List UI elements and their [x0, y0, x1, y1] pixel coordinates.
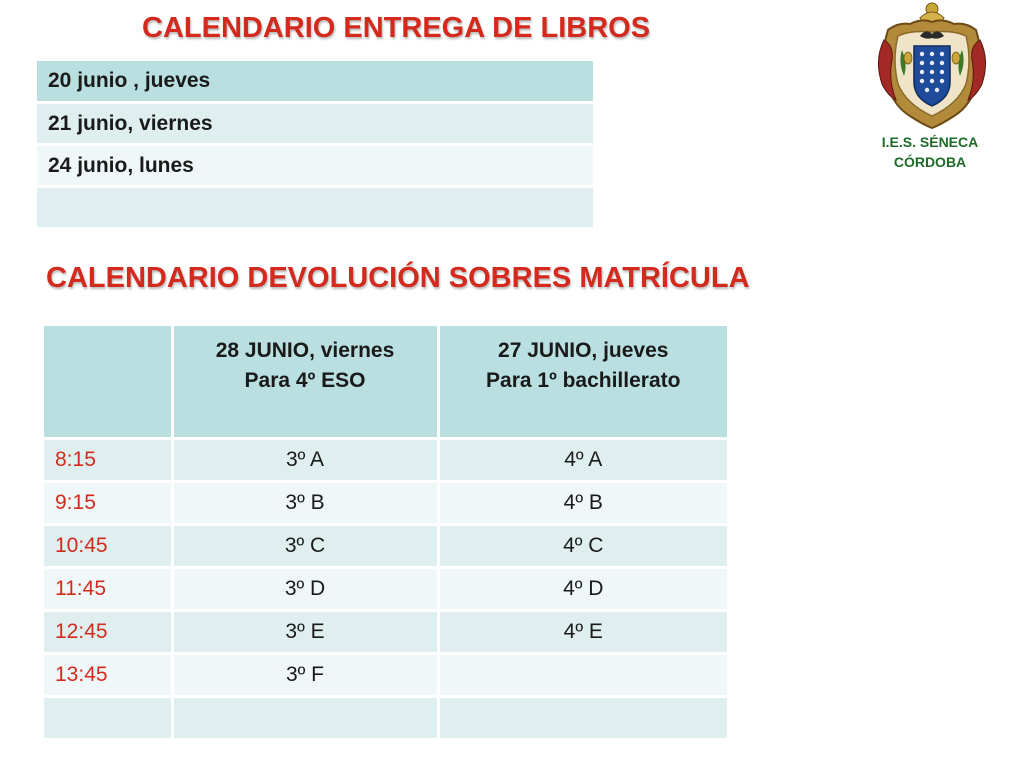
header-col-1bach: [438, 326, 727, 439]
time-cell: 13:45: [44, 654, 172, 697]
group-cell: 4º E: [438, 611, 727, 654]
header-date: 27 JUNIO, jueves: [498, 339, 669, 362]
header-date: 28 JUNIO, viernes: [215, 339, 395, 362]
returns-title: CALENDARIO DEVOLUCIÓN SOBRES MATRÍCULA: [46, 262, 750, 294]
group-cell: 3º C: [172, 525, 438, 568]
group-cell: 4º C: [438, 525, 727, 568]
table-row: [44, 697, 727, 740]
table-row: [44, 525, 727, 568]
group-cell: [438, 697, 727, 740]
table-row: [37, 103, 593, 145]
time-cell: 12:45: [44, 611, 172, 654]
table-row: [44, 611, 727, 654]
delivery-date-2: 21 junio, viernes: [37, 103, 593, 145]
time-cell: 8:15: [44, 439, 172, 482]
group-cell: 3º E: [172, 611, 438, 654]
delivery-table: [37, 61, 593, 230]
table-row: [44, 482, 727, 525]
group-cell: 3º D: [172, 568, 438, 611]
table-row: [37, 187, 593, 229]
group-cell: 3º B: [172, 482, 438, 525]
group-cell: 4º A: [438, 439, 727, 482]
table-header-row: [44, 326, 727, 439]
header-group: Para 4º ESO: [244, 369, 366, 392]
header-group: Para 1º bachillerato: [486, 369, 681, 392]
delivery-date-3: 24 junio, lunes: [37, 145, 593, 187]
school-city: CÓRDOBA: [893, 154, 967, 170]
time-cell: 10:45: [44, 525, 172, 568]
group-cell: 3º F: [172, 654, 438, 697]
group-cell: 4º B: [438, 482, 727, 525]
time-cell: [44, 697, 172, 740]
coat-of-arms-icon: [870, 0, 994, 180]
group-cell: 4º D: [438, 568, 727, 611]
table-row: [37, 145, 593, 187]
delivery-date-4: [37, 187, 593, 229]
school-name: I.E.S. SÉNECA: [881, 134, 979, 150]
table-row: [44, 654, 727, 697]
table-row: [44, 439, 727, 482]
returns-table: [44, 326, 727, 741]
table-row: [37, 61, 593, 103]
header-col-4eso: [172, 326, 438, 439]
group-cell: 3º A: [172, 439, 438, 482]
group-cell: [172, 697, 438, 740]
time-cell: 9:15: [44, 482, 172, 525]
delivery-date-1: 20 junio , jueves: [37, 61, 593, 103]
delivery-title: CALENDARIO ENTREGA DE LIBROS: [142, 12, 651, 44]
table-row: [44, 568, 727, 611]
header-empty: [44, 326, 172, 439]
group-cell: [438, 654, 727, 697]
time-cell: 11:45: [44, 568, 172, 611]
